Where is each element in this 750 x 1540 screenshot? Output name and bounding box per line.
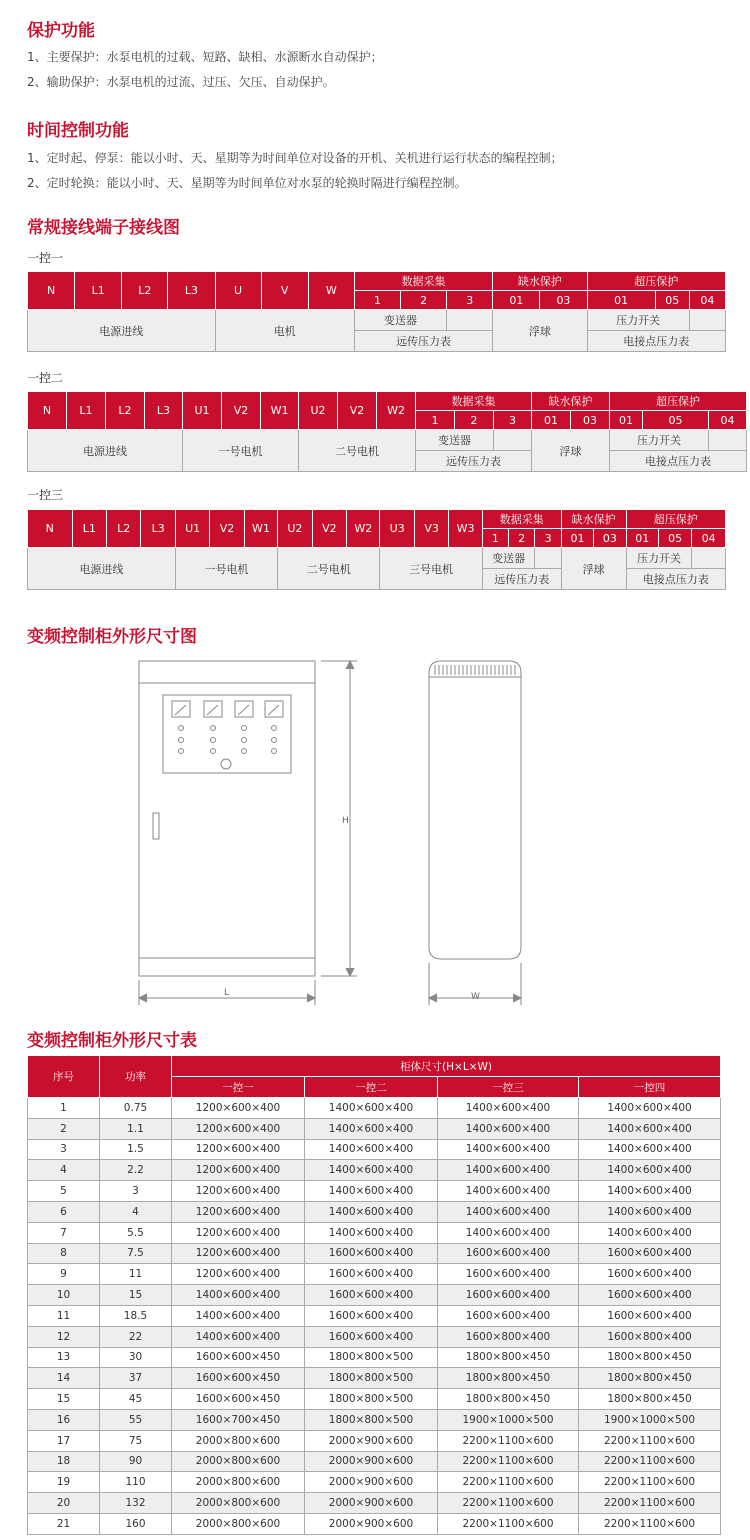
terminal-cell: N (28, 510, 73, 548)
table-cell: 1400×600×400 (305, 1098, 438, 1119)
table-cell: 1400×600×400 (172, 1326, 305, 1347)
table-cell: 2000×900×600 (305, 1472, 438, 1493)
dimension-w-label: W (471, 992, 480, 1002)
press-num: 05 (658, 529, 691, 548)
table-cell: 1600×600×400 (438, 1243, 579, 1264)
terminal-cell: W1 (244, 510, 277, 548)
table-row (28, 1451, 721, 1472)
motor-1-cell: 一号电机 (175, 548, 277, 590)
table-cell: 1600×600×400 (579, 1305, 721, 1326)
motor-2-cell: 二号电机 (299, 430, 416, 472)
table-cell: 1 (28, 1098, 100, 1119)
terminal-cell: N (28, 272, 75, 310)
data-num: 2 (509, 529, 535, 548)
table-cell: 2000×800×600 (172, 1472, 305, 1493)
table-cell: 20 (28, 1493, 100, 1514)
table-cell: 160 (100, 1513, 172, 1534)
protection-line-2: 2、输助保护：水泵电机的过流、过压、欠压、自动保护。 (27, 75, 335, 89)
section-title-timer: 时间控制功能 (27, 121, 129, 141)
terminal-cell: N (28, 392, 67, 430)
table-cell: 18 (28, 1451, 100, 1472)
table-cell: 30 (100, 1347, 172, 1368)
table-cell: 1600×600×400 (305, 1305, 438, 1326)
table-cell: 8 (28, 1243, 100, 1264)
table-cell: 1600×600×400 (579, 1243, 721, 1264)
table-cell: 2000×900×600 (305, 1493, 438, 1514)
group-press-header: 超压保护 (610, 392, 747, 411)
table-cell: 2200×1100×600 (579, 1430, 721, 1451)
terminal-cell: V2 (210, 510, 244, 548)
meter-panel (163, 695, 291, 773)
table-cell: 1.1 (100, 1118, 172, 1139)
water-num: 01 (561, 529, 593, 548)
wiring-three-label: 一控三 (27, 488, 64, 502)
terminal-cell: V2 (338, 392, 377, 430)
table-cell: 1600×700×450 (172, 1409, 305, 1430)
table-cell: 16 (28, 1409, 100, 1430)
table-cell: 45 (100, 1389, 172, 1410)
header-power: 功率 (100, 1056, 172, 1098)
table-cell: 14 (28, 1368, 100, 1389)
group-press-header: 超压保护 (587, 272, 726, 291)
table-cell: 1400×600×400 (579, 1139, 721, 1160)
group-water-header: 缺水保护 (493, 272, 587, 291)
water-num: 03 (594, 529, 626, 548)
terminal-cell: W2 (347, 510, 380, 548)
table-cell: 1.5 (100, 1139, 172, 1160)
table-cell: 1400×600×400 (305, 1181, 438, 1202)
table-cell: 1600×800×400 (579, 1326, 721, 1347)
motor-1-cell: 一号电机 (183, 430, 299, 472)
table-cell: 37 (100, 1368, 172, 1389)
table-cell: 1600×600×400 (305, 1326, 438, 1347)
power-input-cell: 电源进线 (28, 430, 183, 472)
terminal-cell: L2 (106, 392, 145, 430)
table-cell: 21 (28, 1513, 100, 1534)
table-cell: 1400×600×400 (305, 1201, 438, 1222)
table-cell: 1400×600×400 (579, 1181, 721, 1202)
terminal-cell: L1 (75, 272, 122, 310)
remote-gauge-cell: 远传压力表 (354, 331, 492, 352)
dimension-h-label: H (342, 816, 349, 826)
header-dimension: 柜体尺寸(H×L×W) (172, 1056, 721, 1077)
cabinet-side-body (429, 661, 521, 959)
terminal-cell: U1 (175, 510, 209, 548)
meter-icons (172, 701, 283, 717)
table-cell: 1600×600×450 (172, 1347, 305, 1368)
press-num: 04 (709, 411, 747, 430)
data-num: 1 (482, 529, 508, 548)
remote-gauge-cell: 远传压力表 (482, 569, 561, 590)
table-cell: 1600×600×400 (305, 1285, 438, 1306)
table-cell: 55 (100, 1409, 172, 1430)
table-cell: 2200×1100×600 (438, 1513, 579, 1534)
empty-cell (689, 310, 725, 331)
table-cell: 1400×600×400 (579, 1201, 721, 1222)
water-num: 01 (532, 411, 571, 430)
table-cell: 1400×600×400 (438, 1098, 579, 1119)
press-num: 05 (655, 291, 689, 310)
table-row (28, 1139, 721, 1160)
power-input-cell: 电源进线 (28, 310, 216, 352)
table-cell: 6 (28, 1201, 100, 1222)
table-cell: 2200×1100×600 (438, 1493, 579, 1514)
table-cell: 1600×600×450 (172, 1368, 305, 1389)
vent-slots (435, 665, 515, 675)
empty-cell (709, 430, 747, 451)
float-cell: 浮球 (493, 310, 587, 352)
wiring-one-label: 一控一 (27, 251, 64, 265)
wiring-table-two (27, 391, 747, 472)
table-row (28, 1222, 721, 1243)
table-row (28, 1389, 721, 1410)
table-cell: 1400×600×400 (305, 1118, 438, 1139)
terminal-cell: U2 (278, 510, 312, 548)
table-cell: 1600×600×400 (438, 1285, 579, 1306)
data-num: 3 (494, 411, 532, 430)
transmitter-cell: 变送器 (354, 310, 446, 331)
timer-line-1: 1、定时起、停泵：能以小时、天、星期等为时间单位对设备的开机、关机进行运行状态的编程控制； (27, 151, 563, 165)
header-no: 序号 (28, 1056, 100, 1098)
press-num: 04 (692, 529, 726, 548)
dimension-l-label: L (224, 988, 230, 998)
group-water-header: 缺水保护 (561, 510, 626, 529)
table-cell: 1600×800×400 (438, 1326, 579, 1347)
header-sub: 一控四 (579, 1077, 721, 1098)
table-cell: 1900×1000×500 (438, 1409, 579, 1430)
transmitter-cell: 变送器 (416, 430, 494, 451)
table-cell: 1400×600×400 (438, 1139, 579, 1160)
wiring-two-label: 一控二 (27, 371, 64, 385)
table-cell: 1200×600×400 (172, 1201, 305, 1222)
motor-3-cell: 三号电机 (380, 548, 482, 590)
power-input-cell: 电源进线 (28, 548, 176, 590)
table-cell: 2.2 (100, 1160, 172, 1181)
table-cell: 2 (28, 1118, 100, 1139)
table-cell: 110 (100, 1472, 172, 1493)
table-row (28, 1201, 721, 1222)
table-cell: 132 (100, 1493, 172, 1514)
table-cell: 9 (28, 1264, 100, 1285)
wiring-table-three (27, 509, 726, 590)
table-cell: 2200×1100×600 (438, 1472, 579, 1493)
table-cell: 1400×600×400 (438, 1181, 579, 1202)
table-cell: 2000×800×600 (172, 1493, 305, 1514)
pressure-switch-cell: 压力开关 (587, 310, 689, 331)
table-cell: 1800×800×500 (305, 1368, 438, 1389)
terminal-cell: U (215, 272, 261, 310)
indicator-lights (179, 726, 277, 754)
table-cell: 7.5 (100, 1243, 172, 1264)
table-cell: 1400×600×400 (579, 1222, 721, 1243)
table-row (28, 1160, 721, 1181)
section-title-wiring: 常规接线端子接线图 (27, 218, 180, 238)
table-cell: 90 (100, 1451, 172, 1472)
table-cell: 13 (28, 1347, 100, 1368)
table-row (28, 1409, 721, 1430)
table-cell: 18.5 (100, 1305, 172, 1326)
table-cell: 1600×600×400 (579, 1285, 721, 1306)
table-cell: 1900×1000×500 (579, 1409, 721, 1430)
table-cell: 1400×600×400 (579, 1118, 721, 1139)
data-num: 3 (535, 529, 561, 548)
table-cell: 1800×800×500 (305, 1347, 438, 1368)
terminal-cell: L3 (168, 272, 215, 310)
table-row (28, 1243, 721, 1264)
section-title-outline: 变频控制柜外形尺寸图 (27, 627, 197, 647)
table-row (28, 1326, 721, 1347)
table-row (28, 1347, 721, 1368)
data-num: 1 (416, 411, 455, 430)
table-cell: 1400×600×400 (579, 1160, 721, 1181)
empty-cell (692, 548, 726, 569)
protection-line-1: 1、主要保护：水泵电机的过载、短路、缺相、水源断水自动保护； (27, 50, 383, 64)
table-cell: 3 (28, 1139, 100, 1160)
data-num: 3 (447, 291, 493, 310)
table-row (28, 1305, 721, 1326)
table-cell: 2000×900×600 (305, 1451, 438, 1472)
table-cell: 2200×1100×600 (438, 1430, 579, 1451)
table-cell: 1400×600×400 (438, 1222, 579, 1243)
terminal-cell: L2 (122, 272, 168, 310)
press-num: 01 (626, 529, 658, 548)
table-cell: 1800×800×450 (579, 1368, 721, 1389)
door-handle (153, 813, 159, 839)
size-table-body (28, 1098, 721, 1535)
table-cell: 1600×600×400 (438, 1264, 579, 1285)
contact-gauge-cell: 电接点压力表 (626, 569, 725, 590)
table-cell: 15 (100, 1285, 172, 1306)
table-cell: 1600×600×400 (305, 1243, 438, 1264)
contact-gauge-cell: 电接点压力表 (610, 451, 747, 472)
table-cell: 2000×900×600 (305, 1430, 438, 1451)
table-row (28, 1285, 721, 1306)
terminal-cell: L3 (145, 392, 183, 430)
table-row (28, 1472, 721, 1493)
pressure-switch-cell: 压力开关 (626, 548, 692, 569)
terminal-cell: W (308, 272, 354, 310)
table-cell: 1200×600×400 (172, 1222, 305, 1243)
empty-cell (494, 430, 532, 451)
group-data-header: 数据采集 (354, 272, 492, 291)
table-cell: 5 (28, 1181, 100, 1202)
transmitter-cell: 变送器 (482, 548, 535, 569)
table-cell: 5.5 (100, 1222, 172, 1243)
terminal-cell: L3 (141, 510, 175, 548)
table-row (28, 1430, 721, 1451)
table-cell: 1200×600×400 (172, 1139, 305, 1160)
table-cell: 1200×600×400 (172, 1181, 305, 1202)
table-cell: 10 (28, 1285, 100, 1306)
table-cell: 1400×600×400 (438, 1160, 579, 1181)
data-num: 2 (401, 291, 447, 310)
table-row (28, 1181, 721, 1202)
section-title-sizes: 变频控制柜外形尺寸表 (27, 1031, 197, 1051)
table-cell: 1400×600×400 (305, 1160, 438, 1181)
table-cell: 1600×600×400 (438, 1305, 579, 1326)
table-cell: 4 (28, 1160, 100, 1181)
table-cell: 1200×600×400 (172, 1098, 305, 1119)
group-water-header: 缺水保护 (532, 392, 610, 411)
table-cell: 12 (28, 1326, 100, 1347)
table-cell: 2200×1100×600 (438, 1451, 579, 1472)
table-cell: 22 (100, 1326, 172, 1347)
header-sub: 一控二 (305, 1077, 438, 1098)
timer-line-2: 2、定时轮换：能以小时、天、星期等为时间单位对水泵的轮换时隔进行编程控制。 (27, 176, 467, 190)
table-cell: 1800×800×450 (438, 1368, 579, 1389)
table-cell: 19 (28, 1472, 100, 1493)
float-cell: 浮球 (561, 548, 626, 590)
group-press-header: 超压保护 (626, 510, 725, 529)
terminal-cell: U2 (299, 392, 338, 430)
press-num: 01 (587, 291, 655, 310)
motor-cell: 电机 (215, 310, 354, 352)
cabinet-outline-drawing (130, 655, 530, 1005)
table-row (28, 1513, 721, 1534)
main-switch-knob (221, 759, 231, 769)
table-cell: 11 (28, 1305, 100, 1326)
table-cell: 2000×800×600 (172, 1513, 305, 1534)
table-cell: 2000×800×600 (172, 1451, 305, 1472)
cabinet-front-body (139, 661, 315, 976)
terminal-cell: V (261, 272, 308, 310)
table-cell: 1400×600×400 (438, 1118, 579, 1139)
table-cell: 1800×800×450 (579, 1389, 721, 1410)
table-cell: 75 (100, 1430, 172, 1451)
table-cell: 2200×1100×600 (579, 1513, 721, 1534)
wiring-table-one (27, 271, 726, 352)
table-cell: 1800×800×500 (305, 1409, 438, 1430)
empty-cell (447, 310, 493, 331)
empty-cell (535, 548, 561, 569)
table-cell: 2000×900×600 (305, 1513, 438, 1534)
terminal-cell: W3 (449, 510, 482, 548)
table-cell: 1400×600×400 (172, 1305, 305, 1326)
terminal-cell: V3 (414, 510, 448, 548)
table-cell: 1800×800×450 (438, 1347, 579, 1368)
water-num: 03 (540, 291, 587, 310)
table-cell: 3 (100, 1181, 172, 1202)
header-sub: 一控三 (438, 1077, 579, 1098)
press-num: 05 (643, 411, 709, 430)
pressure-switch-cell: 压力开关 (610, 430, 709, 451)
table-cell: 1200×600×400 (172, 1264, 305, 1285)
remote-gauge-cell: 远传压力表 (416, 451, 532, 472)
table-cell: 1600×600×400 (305, 1264, 438, 1285)
table-cell: 17 (28, 1430, 100, 1451)
table-cell: 1400×600×400 (305, 1222, 438, 1243)
section-title-protection: 保护功能 (27, 21, 95, 41)
terminal-cell: L2 (107, 510, 141, 548)
contact-gauge-cell: 电接点压力表 (587, 331, 726, 352)
table-cell: 1800×800×500 (305, 1389, 438, 1410)
table-cell: 1200×600×400 (172, 1118, 305, 1139)
table-cell: 2200×1100×600 (579, 1493, 721, 1514)
terminal-cell: W1 (261, 392, 299, 430)
table-cell: 1200×600×400 (172, 1160, 305, 1181)
terminal-cell: U3 (380, 510, 414, 548)
table-cell: 11 (100, 1264, 172, 1285)
group-data-header: 数据采集 (416, 392, 532, 411)
terminal-cell: U1 (183, 392, 222, 430)
terminal-cell: L1 (67, 392, 106, 430)
data-num: 1 (354, 291, 400, 310)
table-cell: 15 (28, 1389, 100, 1410)
data-num: 2 (455, 411, 494, 430)
table-cell: 1400×600×400 (438, 1201, 579, 1222)
water-num: 03 (571, 411, 610, 430)
motor-2-cell: 二号电机 (278, 548, 380, 590)
table-row (28, 1098, 721, 1119)
terminal-cell: V2 (312, 510, 346, 548)
terminal-cell: L1 (72, 510, 106, 548)
table-row (28, 1493, 721, 1514)
group-data-header: 数据采集 (482, 510, 561, 529)
table-cell: 1400×600×400 (172, 1285, 305, 1306)
table-cell: 1400×600×400 (579, 1098, 721, 1119)
table-row (28, 1118, 721, 1139)
water-num: 01 (493, 291, 540, 310)
table-cell: 4 (100, 1201, 172, 1222)
size-table (27, 1055, 721, 1535)
table-cell: 2200×1100×600 (579, 1472, 721, 1493)
table-cell: 1600×600×400 (579, 1264, 721, 1285)
table-cell: 1800×800×450 (438, 1389, 579, 1410)
press-num: 04 (689, 291, 725, 310)
table-cell: 1400×600×400 (305, 1139, 438, 1160)
table-cell: 7 (28, 1222, 100, 1243)
table-cell: 2200×1100×600 (579, 1451, 721, 1472)
table-cell: 2000×800×600 (172, 1430, 305, 1451)
float-cell: 浮球 (532, 430, 610, 472)
table-row (28, 1264, 721, 1285)
table-cell: 1200×600×400 (172, 1243, 305, 1264)
press-num: 01 (610, 411, 643, 430)
terminal-cell: V2 (222, 392, 261, 430)
table-cell: 1600×600×450 (172, 1389, 305, 1410)
terminal-cell: W2 (377, 392, 416, 430)
table-cell: 1800×800×450 (579, 1347, 721, 1368)
header-sub: 一控一 (172, 1077, 305, 1098)
table-row (28, 1368, 721, 1389)
table-cell: 0.75 (100, 1098, 172, 1119)
